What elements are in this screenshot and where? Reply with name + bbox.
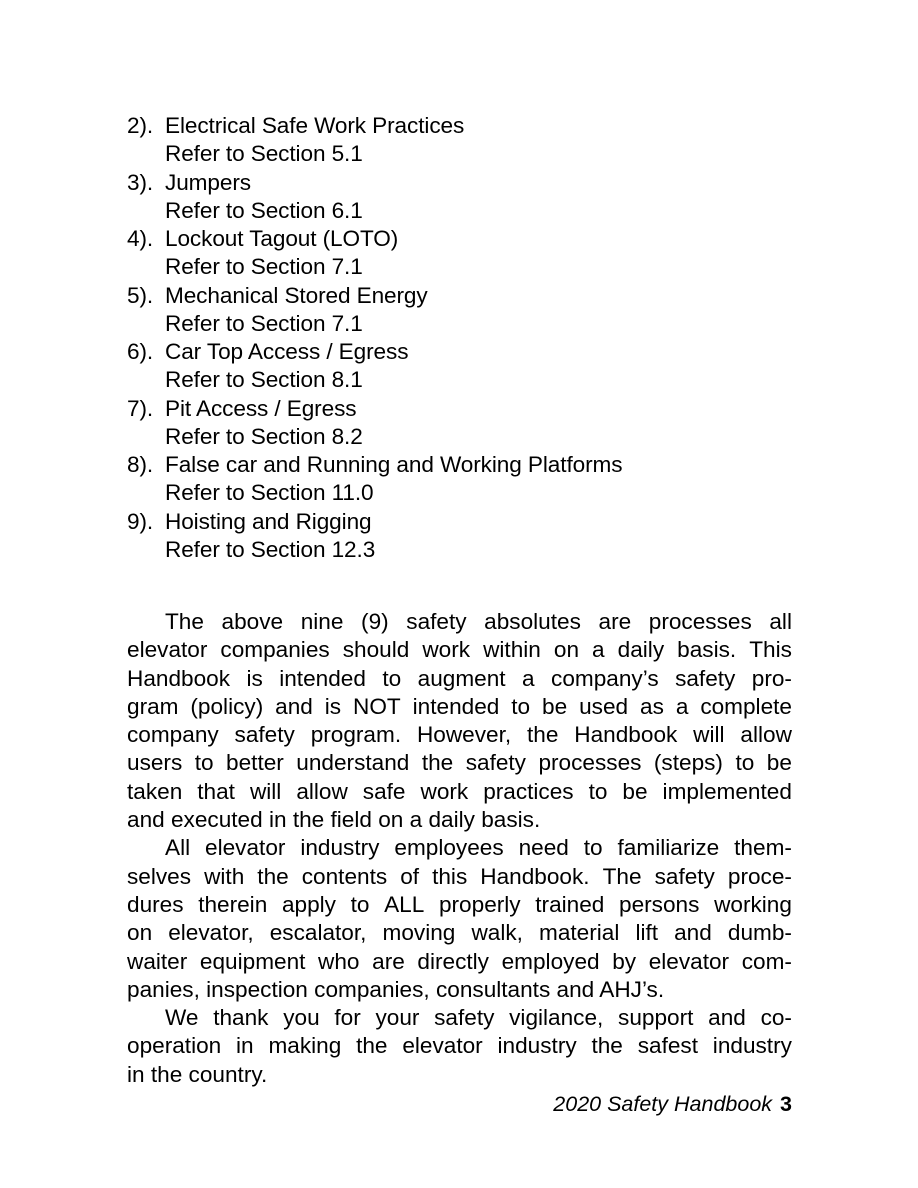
text-word: on — [127, 920, 153, 946]
text-line: and executed in the field on a daily basis. — [127, 807, 541, 833]
list-item-title: Hoisting and Rigging — [165, 508, 372, 534]
text-line — [127, 721, 792, 749]
text-word: moving — [382, 920, 456, 946]
text-word: com- — [741, 948, 792, 974]
text-word: a — [675, 693, 689, 719]
text-word: All — [165, 835, 191, 861]
text-word: is — [324, 693, 342, 719]
text-word: employed — [501, 948, 600, 974]
text-word: co- — [760, 1005, 792, 1031]
page-content — [127, 112, 792, 1089]
list-item-number: 5). — [127, 282, 154, 308]
list-item-reference: Refer to Section 7.1 — [165, 254, 363, 280]
text-line — [127, 636, 792, 664]
text-word: safety — [234, 722, 295, 748]
text-word: intended — [412, 693, 500, 719]
text-word: allow — [740, 722, 792, 748]
text-word: that — [197, 778, 235, 804]
text-word: Handbook. — [480, 863, 590, 889]
text-word: selves — [127, 863, 192, 889]
text-word: a — [592, 637, 605, 663]
page-footer — [127, 1091, 792, 1117]
text-word: and — [275, 693, 313, 719]
safety-absolutes-list — [127, 112, 792, 564]
text-word: safety — [406, 609, 467, 634]
list-item-number: 7). — [127, 395, 154, 421]
list-item — [127, 395, 792, 452]
text-word: processes — [538, 750, 642, 776]
text-word: in — [236, 1033, 254, 1059]
text-word: to — [735, 750, 755, 776]
text-line — [127, 919, 792, 947]
list-item-title: Pit Access / Egress — [165, 395, 357, 421]
paragraph-familiarize — [127, 834, 792, 1004]
list-item-title: Jumpers — [165, 169, 251, 195]
text-word: who — [318, 948, 360, 974]
text-word: by — [612, 948, 637, 974]
text-word: will — [693, 722, 725, 748]
text-word: gram — [127, 693, 179, 719]
page-number: 3 — [780, 1092, 792, 1116]
text-line — [127, 834, 792, 862]
text-word: persons — [619, 891, 700, 917]
text-word: safest — [637, 1033, 698, 1059]
text-word: elevator — [402, 1033, 483, 1059]
list-item-number: 3). — [127, 169, 154, 195]
list-item — [127, 508, 792, 565]
text-word: waiter — [127, 948, 188, 974]
list-item-title: Car Top Access / Egress — [165, 339, 409, 364]
list-item-title-line — [127, 225, 792, 253]
text-word: company — [127, 722, 219, 748]
text-line — [127, 693, 792, 721]
text-word: absolutes — [484, 609, 581, 634]
text-word: proce- — [727, 863, 792, 889]
text-word: escalator, — [269, 920, 367, 946]
list-item-number: 6). — [127, 339, 154, 364]
text-word: industry — [712, 1033, 792, 1059]
text-word: therein — [198, 891, 268, 917]
text-word: your — [375, 1005, 420, 1031]
text-word: The — [165, 609, 204, 634]
body-text — [127, 608, 792, 1089]
text-word: safe — [362, 778, 406, 804]
text-word: taken — [127, 778, 183, 804]
text-word: the — [257, 863, 289, 889]
text-word: be — [542, 693, 568, 719]
text-word: to — [350, 891, 370, 917]
text-word: lift — [635, 920, 659, 946]
text-word: Handbook — [574, 722, 678, 748]
text-word: them- — [734, 835, 792, 861]
text-word: However, — [416, 722, 512, 748]
text-word: are — [598, 609, 632, 634]
list-item-title: Mechanical Stored Energy — [165, 282, 428, 308]
text-line: in the country. — [127, 1061, 268, 1087]
text-word: understand — [296, 750, 410, 776]
text-word: to — [382, 665, 402, 691]
text-word: elevator, — [168, 920, 254, 946]
text-word: (policy) — [190, 693, 264, 719]
text-word: within — [483, 637, 541, 663]
text-word: familiarize — [617, 835, 720, 861]
list-item-number: 8). — [127, 452, 154, 477]
text-word: industry — [300, 835, 380, 861]
text-word: should — [342, 637, 410, 663]
text-word: Handbook — [127, 665, 231, 691]
text-word: all — [769, 609, 792, 634]
text-line — [127, 1032, 792, 1060]
text-word: equipment — [199, 948, 306, 974]
text-word: users — [127, 750, 183, 776]
text-word: of — [400, 863, 420, 889]
text-word: We — [165, 1005, 199, 1031]
list-item-reference: Refer to Section 7.1 — [165, 310, 363, 336]
list-item-title-line — [127, 169, 792, 197]
text-word: to — [194, 750, 214, 776]
list-item — [127, 169, 792, 226]
text-word: making — [268, 1033, 342, 1059]
footer-title: 2020 Safety Handbook — [553, 1092, 773, 1116]
list-item-title-line — [127, 338, 792, 366]
text-word: processes — [648, 609, 752, 634]
text-word: working — [714, 891, 792, 917]
text-word: the — [527, 722, 559, 748]
text-word: work — [422, 637, 471, 663]
text-word: NOT — [353, 693, 401, 719]
text-word: safety — [434, 1005, 495, 1031]
text-word: ALL — [384, 891, 425, 917]
text-word: This — [749, 637, 792, 663]
list-item-number: 4). — [127, 226, 154, 251]
text-word: basis. — [677, 637, 737, 663]
list-item-number: 2). — [127, 113, 154, 138]
text-word: the — [356, 1033, 388, 1059]
text-word: complete — [700, 693, 792, 719]
text-word: intended — [279, 665, 366, 691]
text-line — [127, 778, 792, 806]
text-word: to — [588, 778, 608, 804]
text-word: for — [334, 1005, 361, 1031]
text-word: will — [249, 778, 282, 804]
text-word: augment — [417, 665, 506, 691]
text-word: as — [640, 693, 664, 719]
list-item-reference: Refer to Section 12.3 — [165, 536, 376, 562]
text-word: contents — [301, 863, 388, 889]
list-item-title-line — [127, 112, 792, 140]
text-word: walk, — [471, 920, 523, 946]
text-word: vigilance, — [509, 1005, 604, 1031]
text-word: implemented — [662, 778, 792, 804]
text-word: support — [618, 1005, 694, 1031]
text-word: thank — [213, 1005, 269, 1031]
text-word: to — [511, 693, 531, 719]
list-item-title-line — [127, 508, 792, 536]
list-item-title: False car and Running and Working Platforms — [165, 452, 623, 477]
text-line — [127, 749, 792, 777]
list-item-reference: Refer to Section 6.1 — [165, 197, 363, 223]
text-word: directly — [417, 948, 489, 974]
list-item-reference: Refer to Section 11.0 — [165, 480, 374, 506]
text-word: better — [226, 750, 284, 776]
text-line — [127, 863, 792, 891]
text-word: nine — [300, 609, 344, 634]
list-item-title: Electrical Safe Work Practices — [165, 113, 465, 138]
text-word: elevator — [648, 948, 730, 974]
text-word: used — [579, 693, 629, 719]
text-word: and — [708, 1005, 746, 1031]
text-line — [127, 665, 792, 693]
list-item-reference: Refer to Section 5.1 — [165, 141, 363, 167]
text-word: allow — [296, 778, 348, 804]
text-word: (steps) — [653, 750, 723, 776]
text-word: company’s — [551, 665, 659, 691]
text-line — [127, 1004, 792, 1032]
text-word: trained — [535, 891, 605, 917]
list-item-title: Lockout Tagout (LOTO) — [165, 226, 399, 251]
list-item-title-line — [127, 451, 792, 479]
text-line — [127, 891, 792, 919]
text-word: need — [518, 835, 569, 861]
text-word: and — [674, 920, 712, 946]
text-word: safety — [654, 863, 715, 889]
text-line — [127, 608, 792, 636]
text-word: is — [246, 665, 263, 691]
text-word: to — [583, 835, 603, 861]
list-item — [127, 451, 792, 508]
text-word: companies — [220, 637, 330, 663]
list-item-number: 9). — [127, 508, 154, 534]
list-item-reference: Refer to Section 8.2 — [165, 423, 363, 449]
text-line: panies, inspection companies, consultants and AHJ’s. — [127, 976, 665, 1002]
text-word: be — [766, 750, 792, 776]
text-word: The — [602, 863, 642, 889]
text-word: employees — [394, 835, 504, 861]
text-word: above — [221, 609, 284, 634]
paragraph-safety-absolutes — [127, 608, 792, 834]
list-item — [127, 112, 792, 169]
text-word: elevator — [127, 637, 208, 663]
list-item — [127, 225, 792, 282]
list-item — [127, 282, 792, 339]
text-word: operation — [127, 1033, 222, 1059]
text-line — [127, 948, 792, 976]
text-word: are — [372, 948, 405, 974]
text-word: this — [432, 863, 468, 889]
text-word: dumb- — [727, 920, 792, 946]
text-word: you — [283, 1005, 320, 1031]
text-word: pro- — [751, 665, 792, 691]
text-word: with — [204, 863, 245, 889]
text-word: program. — [310, 722, 402, 748]
text-word: industry — [497, 1033, 577, 1059]
text-word: the — [421, 750, 454, 776]
text-word: be — [622, 778, 648, 804]
text-word: (9) — [361, 609, 389, 634]
text-word: on — [553, 637, 580, 663]
paragraph-thank-you — [127, 1004, 792, 1089]
text-word: a — [522, 665, 535, 691]
text-word: work — [420, 778, 469, 804]
text-word: material — [539, 920, 620, 946]
text-word: dures — [127, 891, 184, 917]
text-word: daily — [617, 637, 665, 663]
text-word: safety — [465, 750, 526, 776]
text-word: safety — [675, 665, 736, 691]
text-word: the — [591, 1033, 623, 1059]
list-item-title-line — [127, 395, 792, 423]
text-word: apply — [281, 891, 336, 917]
text-word: properly — [438, 891, 521, 917]
list-item-title-line — [127, 282, 792, 310]
text-word: elevator — [205, 835, 286, 861]
list-item-reference: Refer to Section 8.1 — [165, 367, 363, 393]
text-word: practices — [483, 778, 574, 804]
list-item — [127, 338, 792, 395]
